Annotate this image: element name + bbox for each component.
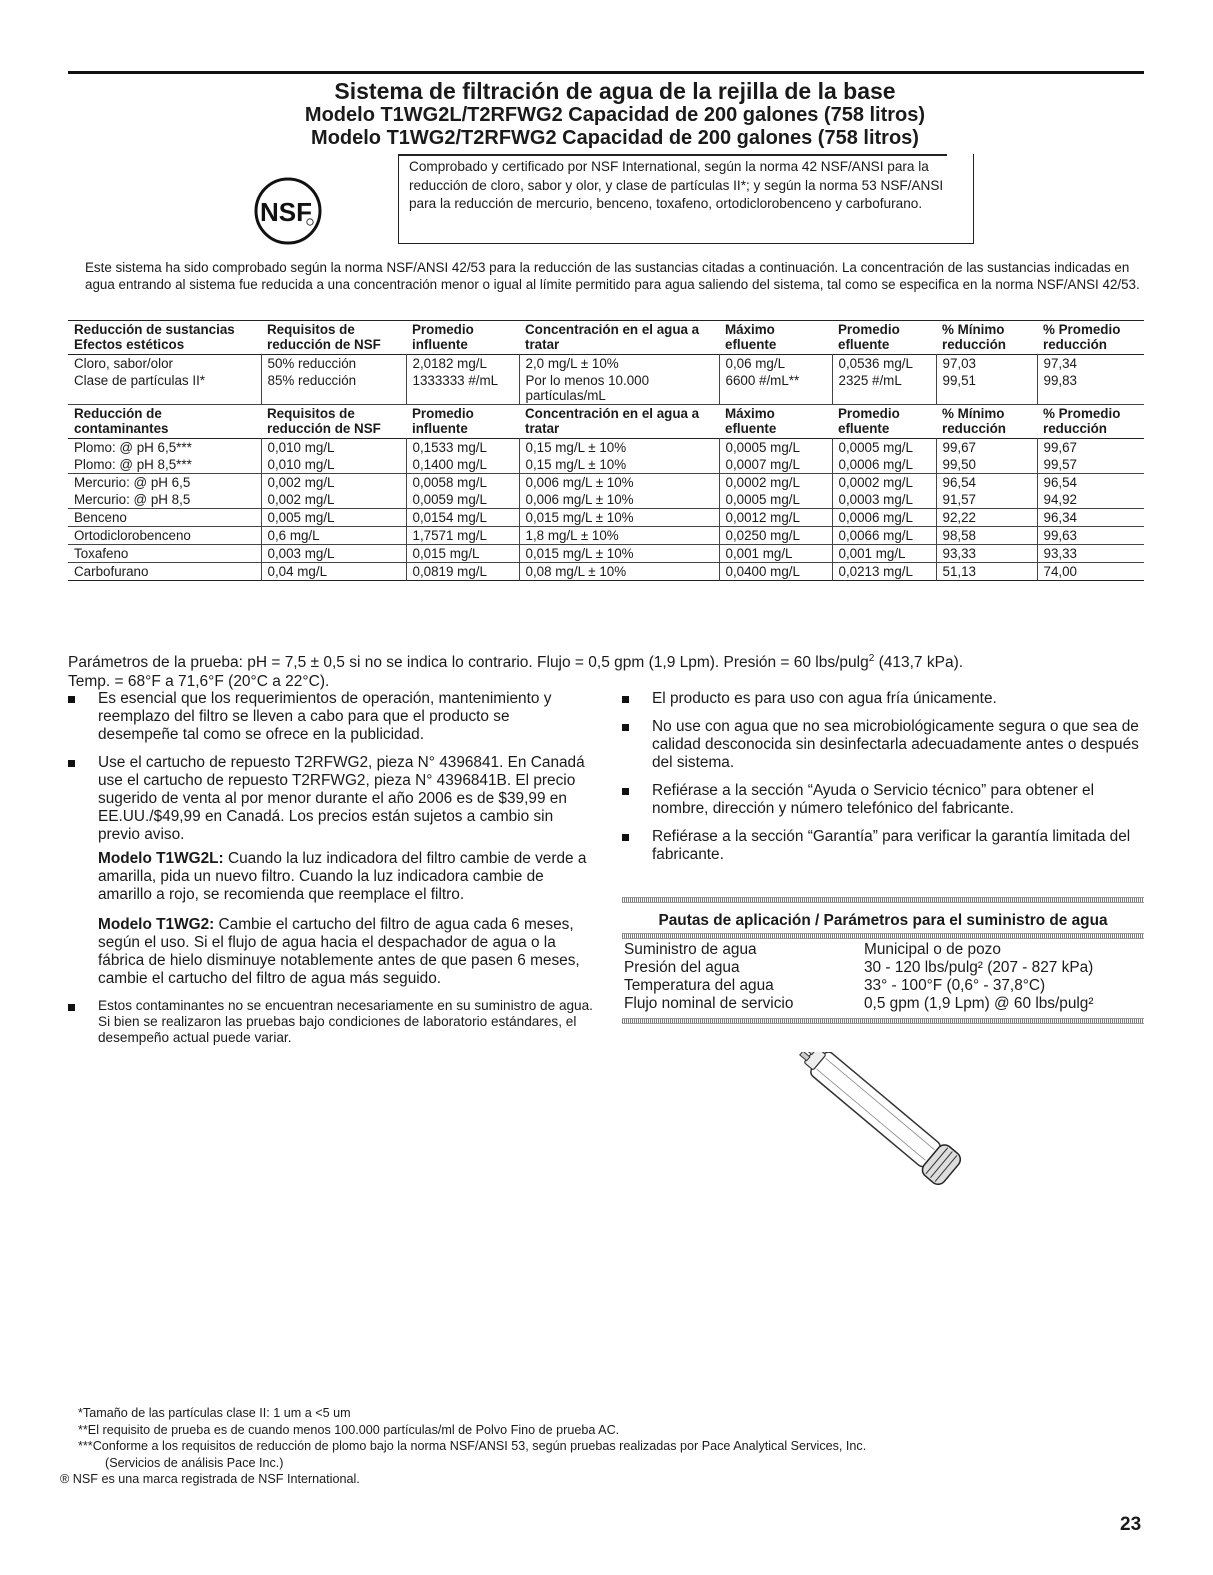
model-label: Modelo T1WG2:: [98, 916, 215, 933]
column-header: % Mínimo reducción: [942, 322, 1006, 352]
table-cell: 0,002 mg/L: [261, 491, 406, 509]
table-cell: 99,67: [936, 439, 1037, 457]
table-row: [68, 527, 1144, 545]
table-cell: Cloro, sabor/olor: [74, 356, 173, 371]
table-cell: 0,0213 mg/L: [832, 563, 936, 581]
table-cell: 99,63: [1037, 527, 1144, 545]
table-cell: 1333333 #/mL: [406, 372, 519, 405]
bullet-square-icon: [68, 760, 75, 767]
certification-box: [398, 154, 974, 244]
table-cell: 0,0536 mg/L: [832, 355, 936, 373]
test-parameters: Parámetros de la prueba: pH = 7,5 ± 0,5 si no se indica lo contrario. Flujo = 0,5 gpm (1,9 Lpm). Presión = 60 lbs/pulg$^2$ (413,7 kPa). Temp. = 68°F a 71,6°F (20°C a 22°C).: [68, 649, 1144, 691]
hatch-divider: [622, 933, 1144, 939]
column-header: Concentración en el agua a tratar: [525, 406, 700, 436]
table-cell: 97,34: [1037, 355, 1144, 373]
table-cell: 0,5 gpm (1,9 Lpm) @ 60 lbs/pulg²: [864, 995, 1094, 1012]
params-line-1-end: (413,7 kPa).: [874, 654, 964, 672]
table-cell: 0,006 mg/L ± 10%: [519, 491, 719, 509]
table-cell: 96,34: [1037, 509, 1144, 527]
table-cell: 91,57: [936, 491, 1037, 509]
column-header: Reducción de sustancias Efectos estéticos: [74, 322, 235, 352]
list-item: [68, 690, 593, 744]
table-row: [68, 474, 1144, 492]
table-cell: 93,33: [1037, 545, 1144, 563]
table-cell: 94,92: [1037, 491, 1144, 509]
table-cell: 0,0059 mg/L: [406, 491, 519, 509]
bullet-text: No use con agua que no sea microbiológicamente segura o que sea de calidad desconocida sin desinfectarla adecuadamente antes o después del sistema.: [652, 718, 1139, 771]
bullet-square-icon: [622, 788, 629, 795]
column-header: Máximo efluente: [725, 406, 777, 436]
footnote-3: ***Conforme a los requisitos de reducción de plomo bajo la norma NSF/ANSI 53, según pruebas realizadas por Pace Analytical Services, Inc.: [78, 1439, 867, 1453]
table-cell: 2325 #/mL: [832, 372, 936, 405]
footnotes: [60, 1405, 1150, 1488]
table-cell: 2,0182 mg/L: [406, 355, 519, 373]
bullet-square-icon: [68, 1004, 75, 1011]
intro-paragraph: Este sistema ha sido comprobado según la norma NSF/ANSI 42/53 para la reducción de las sustancias citadas a continuación. La concentración de las sustancias indicadas en agua entrando al sistema fue reducida a una concentración menor o igual al límite permitido para agua saliendo del sistema, tal como se especifica en la norma NSF/ANSI 42/53.: [85, 260, 1140, 292]
column-header: Reducción de contaminantes: [74, 406, 169, 436]
table-cell: 97,03: [936, 355, 1037, 373]
table-cell: 0,0250 mg/L: [719, 527, 832, 545]
table-cell: 99,50: [936, 456, 1037, 474]
application-guidelines: [622, 897, 1144, 1024]
table-cell: 0,001 mg/L: [719, 545, 832, 563]
table-cell: Suministro de agua: [624, 941, 757, 958]
column-header: Promedio influente: [412, 406, 474, 436]
page-number: 23: [1120, 1514, 1142, 1535]
left-column: [68, 690, 593, 1056]
column-header: % Promedio reducción: [1043, 406, 1121, 436]
table-cell: Clase de partículas II*: [74, 373, 205, 388]
filter-cartridge-image: [787, 1052, 987, 1187]
right-column: [622, 690, 1144, 874]
table-cell: 0,0007 mg/L: [719, 456, 832, 474]
table-cell: Mercurio: @ pH 8,5: [74, 492, 191, 507]
table-cell: Mercurio: @ pH 6,5: [74, 475, 191, 490]
title-block: [150, 78, 1080, 150]
table-cell: 0,010 mg/L: [261, 439, 406, 457]
table-cell: 0,003 mg/L: [261, 545, 406, 563]
table-cell: 0,0400 mg/L: [719, 563, 832, 581]
table-cell: 99,57: [1037, 456, 1144, 474]
table-cell: 96,54: [1037, 474, 1144, 492]
table-cell: 1,7571 mg/L: [406, 527, 519, 545]
footnote-1: *Tamaño de las partículas clase II: 1 um a <5 um: [78, 1406, 351, 1420]
table-cell: 0,0003 mg/L: [832, 491, 936, 509]
table-cell: 96,54: [936, 474, 1037, 492]
table-cell: 0,06 mg/L: [719, 355, 832, 373]
table-cell: 0,0058 mg/L: [406, 474, 519, 492]
bullet-text: Refiérase a la sección “Garantía” para verificar la garantía limitada del fabricante.: [652, 828, 1131, 863]
list-item: [622, 782, 1144, 818]
hatch-divider: [622, 897, 1144, 903]
table-cell: 0,0006 mg/L: [832, 456, 936, 474]
list-item: [68, 998, 593, 1046]
table-cell: 0,002 mg/L: [261, 474, 406, 492]
column-header: Promedio efluente: [838, 406, 900, 436]
table-cell: 0,15 mg/L ± 10%: [519, 439, 719, 457]
table-cell: Por lo menos 10.000 partículas/mL: [519, 372, 719, 405]
table-cell: 0,0002 mg/L: [719, 474, 832, 492]
table-cell: 0,0002 mg/L: [832, 474, 936, 492]
table-cell: Carbofurano: [74, 564, 149, 579]
table-cell: Plomo: @ pH 8,5***: [74, 457, 192, 472]
table-row: [68, 456, 1144, 474]
list-item: [622, 718, 1144, 772]
bullet-text: Refiérase a la sección “Ayuda o Servicio técnico” para obtener el nombre, dirección y número telefónico del fabricante.: [652, 782, 1095, 817]
bullet-square-icon: [622, 834, 629, 841]
column-header: % Mínimo reducción: [942, 406, 1006, 436]
list-item: [622, 828, 1144, 864]
bullet-square-icon: [68, 696, 75, 703]
table-cell: 0,0819 mg/L: [406, 563, 519, 581]
model-line-2: Modelo T1WG2/T2RFWG2 Capacidad de 200 galones (758 litros): [311, 127, 919, 149]
nsf-logo-text: NSF: [260, 197, 312, 227]
table-cell: Flujo nominal de servicio: [624, 995, 794, 1012]
column-header: % Promedio reducción: [1043, 322, 1121, 352]
model-line-1: Modelo T1WG2L/T2RFWG2 Capacidad de 200 galones (758 litros): [304, 104, 926, 126]
table-cell: 0,006 mg/L ± 10%: [519, 474, 719, 492]
table-cell: 1,8 mg/L ± 10%: [519, 527, 719, 545]
list-item: [622, 690, 1144, 708]
table-cell: 0,010 mg/L: [261, 456, 406, 474]
table-cell: Municipal o de pozo: [864, 941, 1001, 958]
footnote-4: ® NSF es una marca registrada de NSF International.: [60, 1472, 360, 1486]
params-line-2: Temp. = 68°F a 71,6°F (20°C a 22°C).: [68, 673, 330, 691]
table-row: [68, 491, 1144, 509]
table-cell: 30 - 120 lbs/pulg² (207 - 827 kPa): [864, 959, 1094, 976]
model-label: Modelo T1WG2L:: [98, 850, 224, 867]
table-row: [622, 977, 1144, 995]
list-item: [68, 754, 593, 988]
table-cell: 0,15 mg/L ± 10%: [519, 456, 719, 474]
table-cell: 0,1400 mg/L: [406, 456, 519, 474]
model-text: Cuando la luz indicadora del filtro cambie de verde a amarilla, pida un nuevo filtro. Cuando la luz indicadora cambie de amarillo a rojo, se recomienda que reemplace el filtro.: [98, 850, 587, 903]
table-row: [622, 995, 1144, 1013]
table-cell: 93,33: [936, 545, 1037, 563]
table-cell: 0,005 mg/L: [261, 509, 406, 527]
table-cell: 6600 #/mL**: [719, 372, 832, 405]
table-cell: 0,0005 mg/L: [832, 439, 936, 457]
table-cell: 0,0012 mg/L: [719, 509, 832, 527]
model-t1wg2-note: [98, 916, 593, 988]
table-cell: 0,04 mg/L: [261, 563, 406, 581]
table-cell: 0,0005 mg/L: [719, 439, 832, 457]
column-header: Promedio efluente: [838, 322, 900, 352]
table-row: [68, 509, 1144, 527]
table-cell: 0,0005 mg/L: [719, 491, 832, 509]
table-cell: 74,00: [1037, 563, 1144, 581]
table-row: [68, 439, 1144, 457]
footnote-2: **El requisito de prueba es de cuando menos 100.000 partículas/ml de Polvo Fino de prueba AC.: [78, 1422, 620, 1437]
top-rule: [68, 71, 1144, 74]
certification-text: Comprobado y certificado por NSF International, según la norma 42 NSF/ANSI para la reducción de cloro, sabor y olor, y clase de partículas II*; y según la norma 53 NSF/ANSI para la reducción de mercurio, benceno, toxafeno, ortodiclorobenceno y carbofurano.: [409, 159, 944, 211]
column-header: Concentración en el agua a tratar: [525, 322, 700, 352]
table-cell: 99,83: [1037, 372, 1144, 405]
table-cell: Presión del agua: [624, 959, 740, 976]
table-cell: 98,58: [936, 527, 1037, 545]
bullet-text: El producto es para uso con agua fría únicamente.: [652, 690, 997, 707]
table-cell: 51,13: [936, 563, 1037, 581]
table-cell: Ortodiclorobenceno: [74, 528, 191, 543]
table-cell: Temperatura del agua: [624, 977, 774, 994]
table-cell: 0,1533 mg/L: [406, 439, 519, 457]
table-row: [622, 959, 1144, 977]
model-text: Cambie el cartucho del filtro de agua cada 6 meses, según el uso. Si el flujo de agua hacia el despachador de agua o la fábrica de hielo disminuye notablemente antes de que pasen 6 meses, cambie el cartucho del filtro de agua más seguido.: [98, 916, 580, 987]
column-header: Máximo efluente: [725, 322, 777, 352]
table-header-row: [68, 321, 1144, 355]
table-cell: 0,0006 mg/L: [832, 509, 936, 527]
table-cell: Benceno: [74, 510, 127, 525]
model-t1wg2l-note: [98, 850, 593, 904]
table-cell: 0,015 mg/L ± 10%: [519, 545, 719, 563]
table-cell: 99,51: [936, 372, 1037, 405]
guidelines-title: Pautas de aplicación / Parámetros para el suministro de agua: [658, 912, 1108, 929]
table-cell: 0,0066 mg/L: [832, 527, 936, 545]
params-line-1: Parámetros de la prueba: pH = 7,5 ± 0,5 si no se indica lo contrario. Flujo = 0,5 gpm (1,9 Lpm). Presión = 60 lbs/pulg: [68, 654, 869, 672]
footnote-3-cont: (Servicios de análisis Pace Inc.): [105, 1455, 284, 1470]
table-row: [622, 941, 1144, 959]
table-row: [68, 355, 1144, 373]
bullet-text: Use el cartucho de repuesto T2RFWG2, pieza N° 4396841. En Canadá use el cartucho de repuesto T2RFWG2, pieza N° 4396841B. El precio sugerido de venta al por menor durante el año 2006 es de $39,99 en EE.UU./$49,99 en Canadá. Los precios están sujetos a cambio sin previo aviso.: [98, 754, 585, 843]
table-cell: 0,001 mg/L: [832, 545, 936, 563]
table-cell: 99,67: [1037, 439, 1144, 457]
table-header-row: [68, 405, 1144, 439]
table-cell: 0,0154 mg/L: [406, 509, 519, 527]
hatch-divider: [622, 1018, 1144, 1024]
bullet-square-icon: [622, 724, 629, 731]
column-header: Requisitos de reducción de NSF: [267, 406, 381, 436]
table-cell: 2,0 mg/L ± 10%: [519, 355, 719, 373]
table-row: [68, 372, 1144, 405]
bullet-text: Es esencial que los requerimientos de operación, mantenimiento y reemplazo del filtro se lleven a cabo para que el producto se desempeñe tal como se ofrece en la publicidad.: [98, 690, 552, 743]
column-header: Promedio influente: [412, 322, 474, 352]
table-cell: 0,08 mg/L ± 10%: [519, 563, 719, 581]
bullet-square-icon: [622, 696, 629, 703]
table-row: [68, 563, 1144, 581]
table-cell: 0,6 mg/L: [261, 527, 406, 545]
performance-table: [68, 320, 1144, 581]
page-title: Sistema de filtración de agua de la rejilla de la base: [334, 78, 896, 104]
table-cell: 92,22: [936, 509, 1037, 527]
table-cell: 50% reducción: [261, 355, 406, 373]
table-cell: 85% reducción: [261, 372, 406, 405]
table-cell: 33° - 100°F (0,6° - 37,8°C): [864, 977, 1046, 994]
table-cell: 0,015 mg/L ± 10%: [519, 509, 719, 527]
guidelines-table: [622, 941, 1144, 1013]
bullet-text: Estos contaminantes no se encuentran necesariamente en su suministro de agua. Si bien se realizaron las pruebas bajo condiciones de laboratorio estándares, el desempeño actual puede variar.: [98, 998, 593, 1045]
table-cell: Toxafeno: [74, 546, 129, 561]
column-header: Requisitos de reducción de NSF: [267, 322, 381, 352]
table-cell: Plomo: @ pH 6,5***: [74, 440, 192, 455]
nsf-logo-icon: [253, 176, 323, 246]
table-row: [68, 545, 1144, 563]
table-cell: 0,015 mg/L: [406, 545, 519, 563]
